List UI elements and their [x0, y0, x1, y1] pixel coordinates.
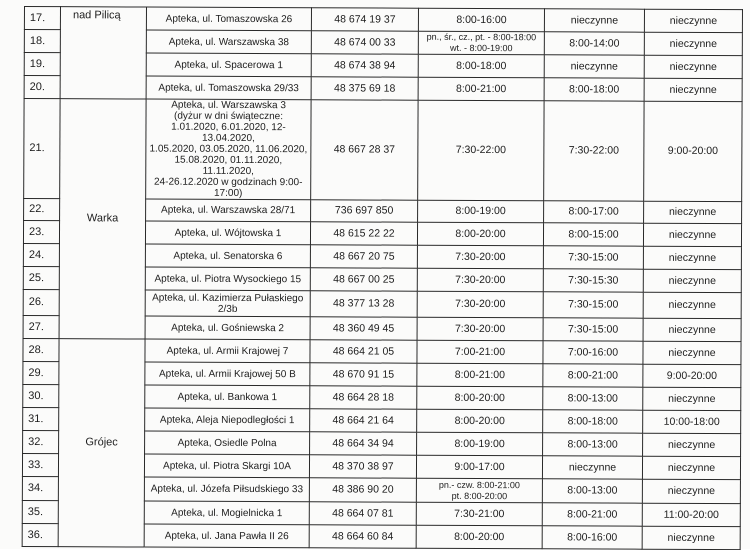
sunday-hours-cell: nieczynne — [643, 292, 741, 318]
sunday-hours-cell: 11:00-20:00 — [642, 503, 740, 526]
sunday-hours-cell: nieczynne — [644, 201, 742, 223]
sunday-hours-cell: nieczynne — [644, 32, 742, 55]
weekday-hours-cell: 8:00-21:00 — [418, 77, 544, 101]
weekday-hours-cell: 8:00-20:00 — [416, 525, 542, 549]
weekday-hours-line: pn.- czw. 8:00-21:00 — [438, 479, 520, 490]
saturday-hours-cell: 8:00-21:00 — [543, 364, 643, 387]
phone-cell: 48 664 07 81 — [309, 502, 416, 525]
row-number: 34. — [22, 476, 58, 500]
pharmacy-hours-table — [22, 6, 743, 550]
saturday-hours-cell: 8:00-18:00 — [543, 410, 643, 433]
saturday-hours-cell: 8:00-21:00 — [542, 503, 642, 526]
row-number: 26. — [23, 289, 59, 315]
sunday-hours-cell: nieczynne — [642, 479, 740, 503]
weekday-hours-cell: 7:30-21:00 — [416, 502, 542, 526]
table-row — [24, 7, 742, 33]
address-cell: Apteka, ul. Jana Pawła II 26 — [144, 524, 309, 548]
sunday-hours-cell: nieczynne — [643, 318, 741, 341]
table-row — [23, 338, 741, 364]
weekday-hours-cell: 8:00-16:00 — [418, 8, 544, 32]
saturday-hours-cell: nieczynne — [544, 9, 644, 32]
address-cell: Apteka, ul. Tomaszowska 29/33 — [146, 76, 311, 100]
weekday-hours-cell: 9:00-17:00 — [416, 455, 542, 479]
weekday-hours-cell: 7:30-20:00 — [417, 291, 543, 318]
phone-cell: 48 664 34 94 — [310, 432, 417, 455]
address-cell: Apteka, ul. Piotra Skargi 10A — [144, 454, 309, 478]
address-cell: Apteka, ul. Armii Krajowej 7 — [145, 339, 310, 363]
address-cell — [146, 99, 311, 200]
address-cell: Apteka, ul. Warszawska 38 — [146, 30, 311, 54]
address-line: Apteka, ul. Kazimierza Pułaskiego — [152, 292, 304, 304]
address-line: Apteka, ul. Warszawska 3 — [171, 99, 286, 112]
sunday-hours-cell: nieczynne — [643, 433, 741, 456]
phone-cell: 48 667 20 75 — [310, 245, 417, 268]
phone-cell: 736 697 850 — [311, 200, 418, 222]
phone-cell: 48 667 28 37 — [311, 100, 418, 200]
address-cell: Apteka, ul. Wójtowska 1 — [145, 221, 310, 245]
address-cell: Apteka, ul. Józefa Piłsudskiego 33 — [144, 477, 309, 502]
row-number: 19. — [24, 53, 60, 76]
row-number: 35. — [22, 500, 58, 523]
phone-cell: 48 370 38 97 — [309, 455, 416, 478]
weekday-hours-line: wt. - 8:00-19:00 — [450, 42, 513, 54]
row-number: 32. — [23, 430, 59, 453]
phone-cell: 48 615 22 22 — [310, 222, 417, 245]
duty-dates-line: 1.05.2020, 03.05.2020, 11.06.2020, — [149, 143, 308, 156]
weekday-hours-cell: 7:00-21:00 — [417, 340, 543, 364]
row-number: 28. — [23, 338, 59, 361]
address-cell: Apteka, ul. Bankowa 1 — [145, 385, 310, 409]
saturday-hours-cell: nieczynne — [542, 456, 642, 479]
address-cell: Apteka, Aleja Niepodległości 1 — [145, 408, 310, 432]
weekday-hours-cell — [416, 478, 542, 503]
saturday-hours-cell: 8:00-13:00 — [543, 433, 643, 456]
duty-note: (dyżur w dni świąteczne: — [174, 110, 284, 123]
saturday-hours-cell: 7:30-15:30 — [543, 269, 643, 292]
address-cell: Apteka, ul. Tomaszowska 26 — [146, 7, 311, 31]
weekday-hours-cell: 7:30-20:00 — [417, 268, 543, 292]
row-number: 30. — [23, 384, 59, 407]
weekday-hours-cell: 7:30-20:00 — [417, 245, 543, 269]
saturday-hours-cell: 8:00-18:00 — [544, 78, 644, 101]
row-number: 31. — [23, 407, 59, 430]
sunday-hours-cell: nieczynne — [644, 9, 742, 32]
address-cell: Apteka, ul. Gośniewska 2 — [145, 316, 310, 340]
row-number: 17. — [24, 7, 60, 30]
weekday-hours-cell: 8:00-21:00 — [417, 363, 543, 387]
sunday-hours-cell: nieczynne — [642, 456, 740, 479]
sunday-hours-cell: 9:00-20:00 — [644, 101, 742, 201]
town-cell-nad-pilica: nad Pilicą — [60, 7, 146, 99]
address-cell: Apteka, ul. Armii Krajowej 50 B — [145, 362, 310, 386]
saturday-hours-cell: 8:00-17:00 — [544, 201, 644, 223]
sunday-hours-cell: nieczynne — [644, 78, 742, 101]
row-number: 18. — [24, 30, 60, 53]
row-number: 22. — [24, 199, 60, 221]
saturday-hours-cell: 7:00-16:00 — [543, 341, 643, 364]
weekday-hours-cell: 8:00-18:00 — [418, 54, 544, 78]
saturday-hours-cell: 7:30-22:00 — [544, 101, 644, 201]
weekday-hours-cell: 7:30-22:00 — [418, 100, 544, 201]
sunday-hours-cell: nieczynne — [643, 223, 741, 246]
duty-dates-line: 1.01.2020, 6.01.2020, 12-13.04.2020, — [171, 121, 286, 145]
town-cell-grojec: Grójec — [58, 339, 145, 547]
sunday-hours-cell: 10:00-18:00 — [643, 410, 741, 433]
sunday-hours-cell: nieczynne — [643, 387, 741, 410]
weekday-hours-line: pt. 8:00-20:00 — [451, 490, 508, 501]
table-row — [24, 99, 742, 202]
saturday-hours-cell: 8:00-14:00 — [544, 32, 644, 55]
weekday-hours-line: pn., śr., cz., pt. - 8:00-18:00 — [426, 31, 537, 43]
address-cell: Apteka, Osiedle Polna — [145, 431, 310, 455]
address-cell: Apteka, ul. Senatorska 6 — [145, 244, 310, 268]
row-number: 36. — [22, 523, 58, 546]
phone-cell: 48 386 90 20 — [309, 478, 416, 502]
saturday-hours-cell: 7:30-15:00 — [543, 292, 643, 318]
weekday-hours-cell: 8:00-20:00 — [417, 222, 543, 246]
phone-cell: 48 360 49 45 — [310, 317, 417, 340]
row-number: 20. — [24, 76, 60, 99]
row-number: 27. — [23, 315, 59, 338]
row-number: 21. — [24, 99, 60, 199]
phone-cell: 48 674 38 94 — [311, 54, 418, 77]
address-cell: Apteka, ul. Mogielnicka 1 — [144, 501, 309, 525]
weekday-hours-cell: 8:00-19:00 — [417, 432, 543, 456]
saturday-hours-cell: 8:00-16:00 — [542, 526, 642, 549]
weekday-hours-cell: 8:00-20:00 — [417, 409, 543, 433]
phone-cell: 48 664 60 84 — [309, 525, 416, 548]
row-number: 25. — [23, 266, 59, 289]
phone-cell: 48 674 19 37 — [311, 8, 418, 31]
sunday-hours-cell: nieczynne — [643, 269, 741, 292]
weekday-hours-cell: 8:00-20:00 — [417, 386, 543, 410]
phone-cell: 48 664 28 18 — [310, 386, 417, 409]
weekday-hours-cell — [418, 31, 544, 55]
row-number: 29. — [23, 361, 59, 384]
duty-dates-line: 24-26.12.2020 w godzinach 9:00-17:00) — [153, 176, 303, 199]
weekday-hours-cell: 7:30-20:00 — [417, 317, 543, 341]
phone-cell: 48 664 21 64 — [310, 409, 417, 432]
saturday-hours-cell: nieczynne — [544, 55, 644, 78]
address-cell — [145, 290, 310, 317]
town-cell-warka: Warka — [59, 99, 146, 339]
phone-cell: 48 664 21 05 — [310, 340, 417, 363]
sunday-hours-cell: nieczynne — [643, 246, 741, 269]
saturday-hours-cell: 8:00-13:00 — [543, 387, 643, 410]
phone-cell: 48 375 69 18 — [311, 77, 418, 100]
duty-dates-line: 15.08.2020, 01.11.2020, 11.11.2020, — [174, 154, 283, 178]
sunday-hours-cell: nieczynne — [643, 341, 741, 364]
weekday-hours-cell: 8:00-19:00 — [418, 200, 544, 223]
phone-cell: 48 377 13 28 — [310, 291, 417, 317]
row-number: 24. — [23, 243, 59, 266]
phone-cell: 48 667 00 25 — [310, 268, 417, 291]
address-cell: Apteka, ul. Warszawska 28/71 — [146, 199, 311, 222]
saturday-hours-cell: 8:00-13:00 — [542, 479, 642, 503]
saturday-hours-cell: 7:30-15:00 — [543, 246, 643, 269]
sunday-hours-cell: 9:00-20:00 — [643, 364, 741, 387]
saturday-hours-cell: 7:30-15:00 — [543, 318, 643, 341]
phone-cell: 48 670 91 15 — [310, 363, 417, 386]
row-number: 23. — [23, 221, 59, 244]
saturday-hours-cell: 8:00-15:00 — [543, 223, 643, 246]
address-line: 2/3b — [217, 303, 238, 315]
address-cell: Apteka, ul. Spacerowa 1 — [146, 53, 311, 77]
address-cell: Apteka, ul. Piotra Wysockiego 15 — [145, 267, 310, 291]
sunday-hours-cell: nieczynne — [644, 55, 742, 78]
row-number: 33. — [22, 453, 58, 476]
sunday-hours-cell: nieczynne — [642, 526, 740, 549]
phone-cell: 48 674 00 33 — [311, 31, 418, 54]
